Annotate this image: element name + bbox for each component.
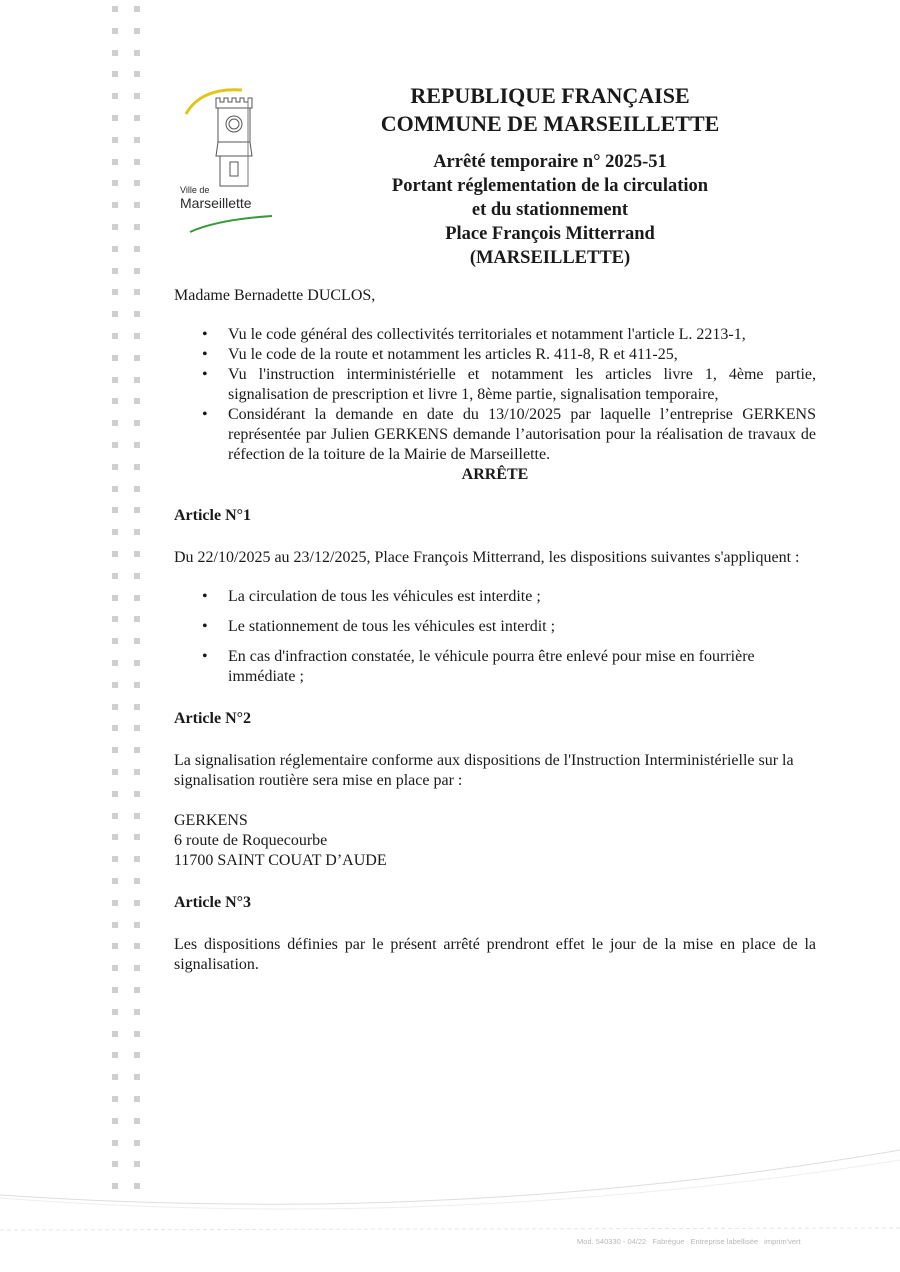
binder-hole [112,50,118,56]
list-item: • Vu l'instruction interministérielle et notamment les articles livre 1, 4ème partie, signalisation de prescription et livre 1, 8ème partie, signalisation temporaire, [202,366,816,403]
binder-hole [112,202,118,208]
binder-hole [112,638,118,644]
binder-hole [134,420,140,426]
binder-hole [134,115,140,121]
logo-text [180,186,252,210]
binder-hole [112,442,118,448]
binder-hole [134,769,140,775]
binder-hole [112,246,118,252]
binder-hole [134,747,140,753]
binder-hole [134,660,140,666]
binder-hole [112,93,118,99]
binder-hole [134,900,140,906]
address-line: GERKENS [174,812,248,829]
binder-hole [134,987,140,993]
binder-hole [112,1096,118,1102]
form-reference: Mod. 540330 - 04/22 [577,1237,647,1246]
article-2-title: Article N°2 [174,710,252,727]
binder-hole [112,1031,118,1037]
address-line: 11700 SAINT COUAT D’AUDE [174,852,387,869]
contractor-address [174,811,816,871]
binder-hole [112,1118,118,1124]
binder-hole [112,1074,118,1080]
binder-hole [134,943,140,949]
binder-hole [112,791,118,797]
binder-hole [134,616,140,622]
binder-hole [112,486,118,492]
binder-hole [134,638,140,644]
binder-hole [134,246,140,252]
binder-hole [134,856,140,862]
binder-hole [134,507,140,513]
printer-brand: Fabrègue [652,1237,685,1246]
document-body [174,286,816,975]
logo-text-small: Ville de [180,185,210,195]
binder-hole [134,137,140,143]
binder-hole [134,28,140,34]
binder-hole [112,159,118,165]
binder-hole [112,813,118,819]
decree-town: (MARSEILLETTE) [469,248,631,268]
list-item: • Vu le code de la route et notamment les articles R. 411-8, R et 411-25, [202,346,678,363]
binder-hole [112,529,118,535]
document-header [330,82,770,270]
binder-hole [112,682,118,688]
list-item: • Considérant la demande en date du 13/10/2025 par laquelle l’entreprise GERKENS représentée par Julien GERKENS demande l’autorisation pour la réalisation de travaux de réfection de la toiture de la Mairie de Marseillette. [202,406,816,463]
binder-hole [112,289,118,295]
binder-hole [112,507,118,513]
printer-imprint [577,1237,805,1246]
tower-icon [216,98,252,186]
binder-hole [112,573,118,579]
binder-hole [112,856,118,862]
arrete-heading: ARRÊTE [461,466,529,483]
binder-hole [112,115,118,121]
article-3-text: Les dispositions définies par le présent arrêté prendront effet le jour de la mise en place de la signalisation. [174,936,816,973]
binder-hole [134,922,140,928]
list-item: • En cas d'infraction constatée, le véhicule pourra être enlevé pour mise en fourrière immédiate ; [202,648,755,685]
article-3-title: Article N°3 [174,894,252,911]
binder-hole [112,922,118,928]
binder-hole [134,834,140,840]
binder-hole [112,551,118,557]
binder-hole [112,660,118,666]
address-line: 6 route de Roquecourbe [174,832,328,849]
header-commune: COMMUNE DE MARSEILLETTE [380,111,720,136]
binder-hole [134,682,140,688]
decree-number: Arrêté temporaire n° 2025-51 [433,152,667,172]
binder-hole [134,1118,140,1124]
binder-hole [112,224,118,230]
binder-hole [112,943,118,949]
binder-hole [112,6,118,12]
binder-hole [134,878,140,884]
binder-hole [112,311,118,317]
binder-hole [134,224,140,230]
binder-hole [112,268,118,274]
binder-hole [112,377,118,383]
binder-hole [134,1074,140,1080]
logo-green-swoosh-icon [190,216,272,232]
binder-hole [134,93,140,99]
binder-hole [112,1009,118,1015]
binder-hole [134,464,140,470]
binder-hole [112,1052,118,1058]
binder-hole [112,704,118,710]
binder-hole [112,965,118,971]
binder-hole [134,268,140,274]
binder-hole [134,486,140,492]
binder-hole [134,159,140,165]
certification-mark: imprim'vert [764,1237,801,1246]
article-2-text: La signalisation réglementaire conforme aux dispositions de l'Instruction Interministérielle sur la signalisation routière sera mise en place par : [174,752,794,789]
town-logo [172,78,282,240]
binder-hole [134,71,140,77]
binder-hole [112,900,118,906]
binder-hole [112,769,118,775]
binder-hole [134,333,140,339]
binder-hole [134,377,140,383]
greeting: Madame Bernadette DUCLOS, [174,287,376,304]
binder-hole [134,595,140,601]
binder-hole [112,28,118,34]
article-1-title: Article N°1 [174,507,252,524]
logo-yellow-swoosh-icon [186,90,242,114]
binder-hole [134,442,140,448]
binder-hole [134,1009,140,1015]
binder-hole [134,180,140,186]
list-item: • Le stationnement de tous les véhicules est interdit ; [202,618,556,635]
binder-hole [112,725,118,731]
binder-hole [134,704,140,710]
binder-hole [134,289,140,295]
binder-hole [112,595,118,601]
binder-hole [112,355,118,361]
article-1-rules [174,587,816,687]
binder-hole [112,420,118,426]
binder-hole [134,202,140,208]
binder-hole [134,50,140,56]
header-republic: REPUBLIQUE FRANÇAISE [410,83,690,108]
binder-hole [134,725,140,731]
page-curl-decoration [0,1140,900,1250]
binder-hole [134,6,140,12]
list-item: • La circulation de tous les véhicules est interdite ; [202,588,541,605]
binder-hole [134,965,140,971]
binder-hole [112,616,118,622]
binder-hole [112,180,118,186]
considerations-list [174,325,816,465]
decree-subject-2: et du stationnement [471,200,629,220]
list-item: • Vu le code général des collectivités territoriales et notamment l'article L. 2213-1, [202,326,746,343]
decree-subject-1: Portant réglementation de la circulation [391,176,709,196]
binder-hole [112,71,118,77]
binder-hole [112,333,118,339]
binder-hole [112,398,118,404]
binder-hole [134,355,140,361]
binder-hole [112,878,118,884]
binder-hole [134,1031,140,1037]
binder-hole [134,791,140,797]
binder-hole [134,529,140,535]
decree-location: Place François Mitterrand [445,224,655,244]
binder-hole [112,137,118,143]
binder-hole [134,813,140,819]
article-1-text: Du 22/10/2025 au 23/12/2025, Place François Mitterrand, les dispositions suivantes s'appliquent : [174,549,800,566]
binder-hole [134,573,140,579]
binder-hole [112,834,118,840]
binder-hole [112,464,118,470]
binder-hole [134,1096,140,1102]
binder-hole [134,551,140,557]
logo-text-town: Marseillette [180,195,252,211]
binder-hole [134,1052,140,1058]
binder-hole [134,311,140,317]
binder-hole [112,747,118,753]
binder-hole [112,987,118,993]
binder-holes [108,0,142,1200]
binder-hole [134,398,140,404]
printer-label: Entreprise labellisée [690,1237,759,1246]
